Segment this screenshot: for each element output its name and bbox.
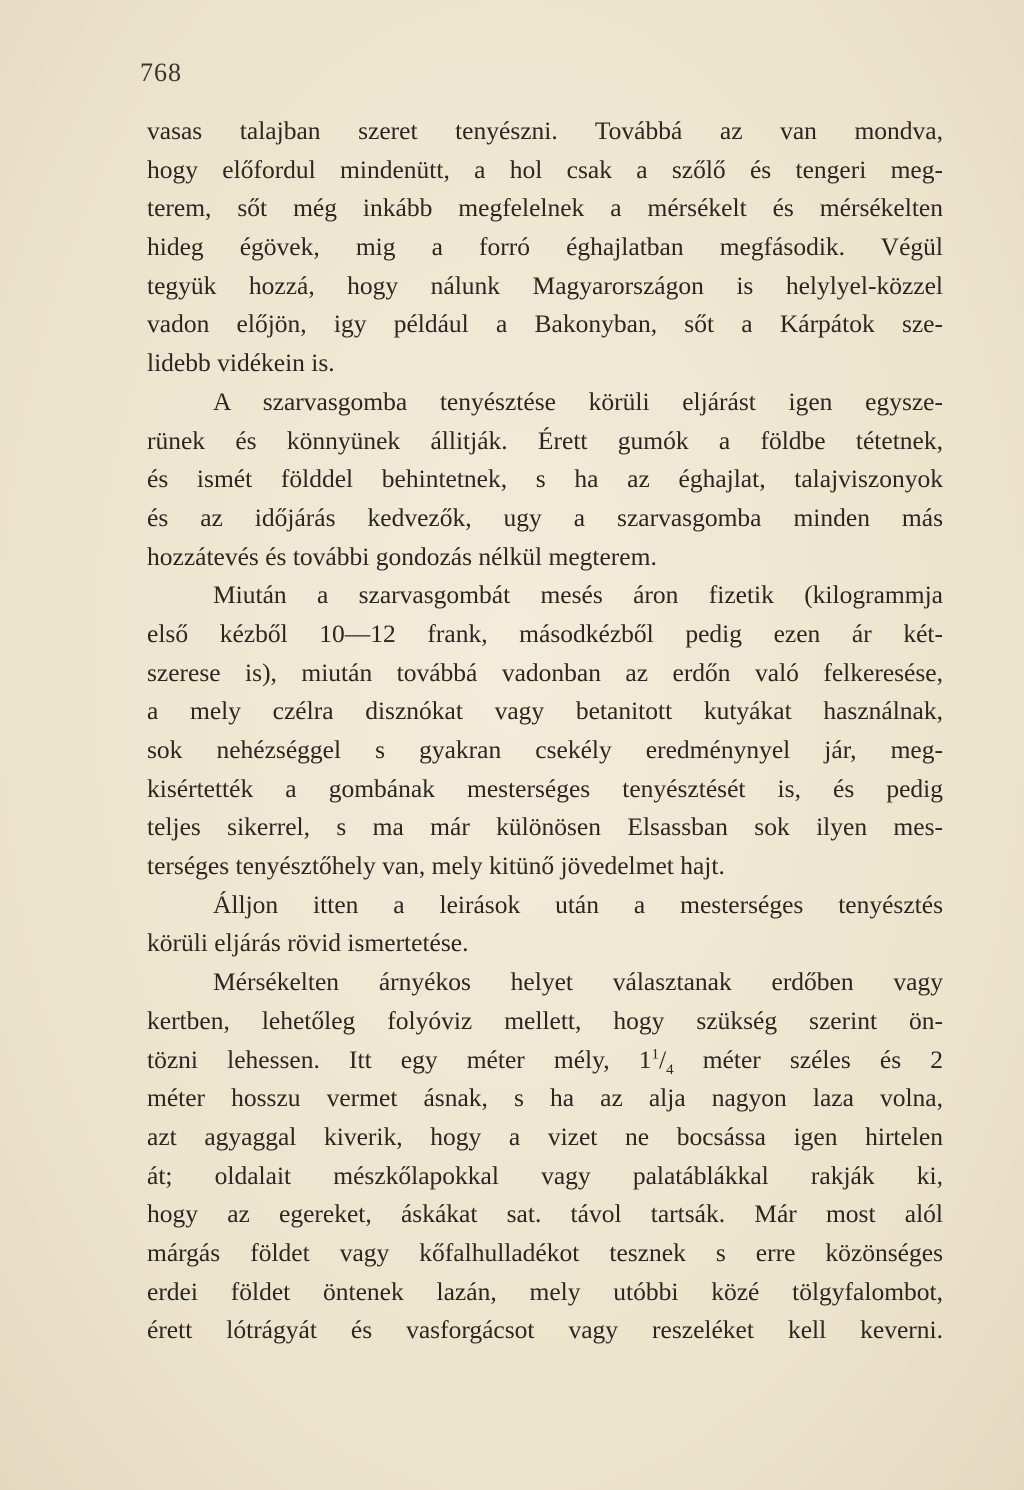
text-line: hideg égövek, mig a forró éghajlatban megfásodik. Végül (147, 232, 943, 262)
text-line: terem, sőt még inkább megfelelnek a mérsékelt és mérsékelten (147, 193, 943, 223)
text-line: méter hosszu vermet ásnak, s ha az alja nagyon laza volna, (147, 1083, 943, 1113)
text-line: teljes sikerrel, s ma már különösen Elsassban sok ilyen mes- (147, 812, 943, 842)
text-line: kertben, lehetőleg folyóviz mellett, hogy szükség szerint ön- (147, 1005, 943, 1035)
text-line: azt agyaggal kiverik, hogy a vizet ne bocsássa igen hirtelen (147, 1121, 943, 1151)
fraction-slash: / (658, 1044, 667, 1074)
text-line-with-fraction (147, 1041, 943, 1080)
paragraph-first-line: Miután a szarvasgombát mesés áron fizetik (kilogrammja (213, 580, 943, 610)
text-line: és az időjárás kedvezők, ugy a szarvasgomba minden más (147, 502, 943, 532)
text-line: sok nehézséggel s gyakran csekély eredménynyel jár, meg- (147, 735, 943, 764)
text-line: terséges tenyésztőhely van, mely kitünő jövedelmet hajt. (147, 851, 725, 881)
text-line: kisértették a gombának mesterséges tenyésztését is, és pedig (147, 773, 943, 803)
text-line: a mely czélra disznókat vagy betanitott kutyákat használnak, (147, 696, 943, 726)
text-line: tegyük hozzá, hogy nálunk Magyarországon is helylyel-közzel (147, 270, 943, 300)
line-text-after: méter széles és 2 (673, 1044, 943, 1074)
fraction-numerator: 1 (651, 1046, 659, 1062)
body-text (147, 112, 943, 1350)
text-line: hogy az egereket, áskákat sat. távol tartsák. Már most alól (147, 1199, 943, 1229)
line-text-before: tözni lehessen. Itt egy méter mély, 1 (147, 1044, 652, 1074)
fraction (651, 1044, 674, 1078)
text-line: vasas talajban szeret tenyészni. Továbbá az van mondva, (147, 116, 943, 145)
text-line: érett lótrágyát és vasforgácsot vagy reszeléket kell keverni. (147, 1315, 943, 1345)
text-line: körüli eljárás rövid ismertetése. (147, 928, 469, 958)
text-line: vadon előjön, igy például a Bakonyban, sőt a Kárpátok sze- (147, 309, 943, 339)
page-number: 768 (140, 58, 182, 87)
paragraph-first-line: Álljon itten a leirások után a mesterséges tenyésztés (213, 889, 943, 919)
text-line: szerese is), miután továbbá vadonban az erdőn való felkeresése, (147, 657, 943, 687)
fraction-denominator: 4 (666, 1061, 674, 1078)
text-line: és ismét földdel behintetnek, s ha az éghajlat, talajviszonyok (147, 464, 943, 494)
text-line: első kézből 10—12 frank, másodkézből pedig ezen ár két- (147, 618, 943, 648)
text-line: erdei földet öntenek lazán, mely utóbbi közé tölgyfalombot, (147, 1276, 943, 1306)
paragraph-first-line: A szarvasgomba tenyésztése körüli eljárást igen egysze- (213, 386, 943, 416)
text-line: át; oldalait mészkőlapokkal vagy palatáblákkal rakják ki, (147, 1160, 943, 1190)
paragraph-first-line: Mérsékelten árnyékos helyet választanak erdőben vagy (213, 967, 943, 997)
text-line: rünek és könnyünek állitják. Érett gumók a földbe tétetnek, (147, 425, 943, 455)
text-line: lidebb vidékein is. (147, 348, 335, 378)
text-line: hogy előfordul mindenütt, a hol csak a szőlő és tengeri meg- (147, 154, 943, 184)
text-line: márgás földet vagy kőfalhulladékot tesznek s erre közönséges (147, 1237, 943, 1267)
text-line: hozzátevés és további gondozás nélkül megterem. (147, 541, 657, 571)
